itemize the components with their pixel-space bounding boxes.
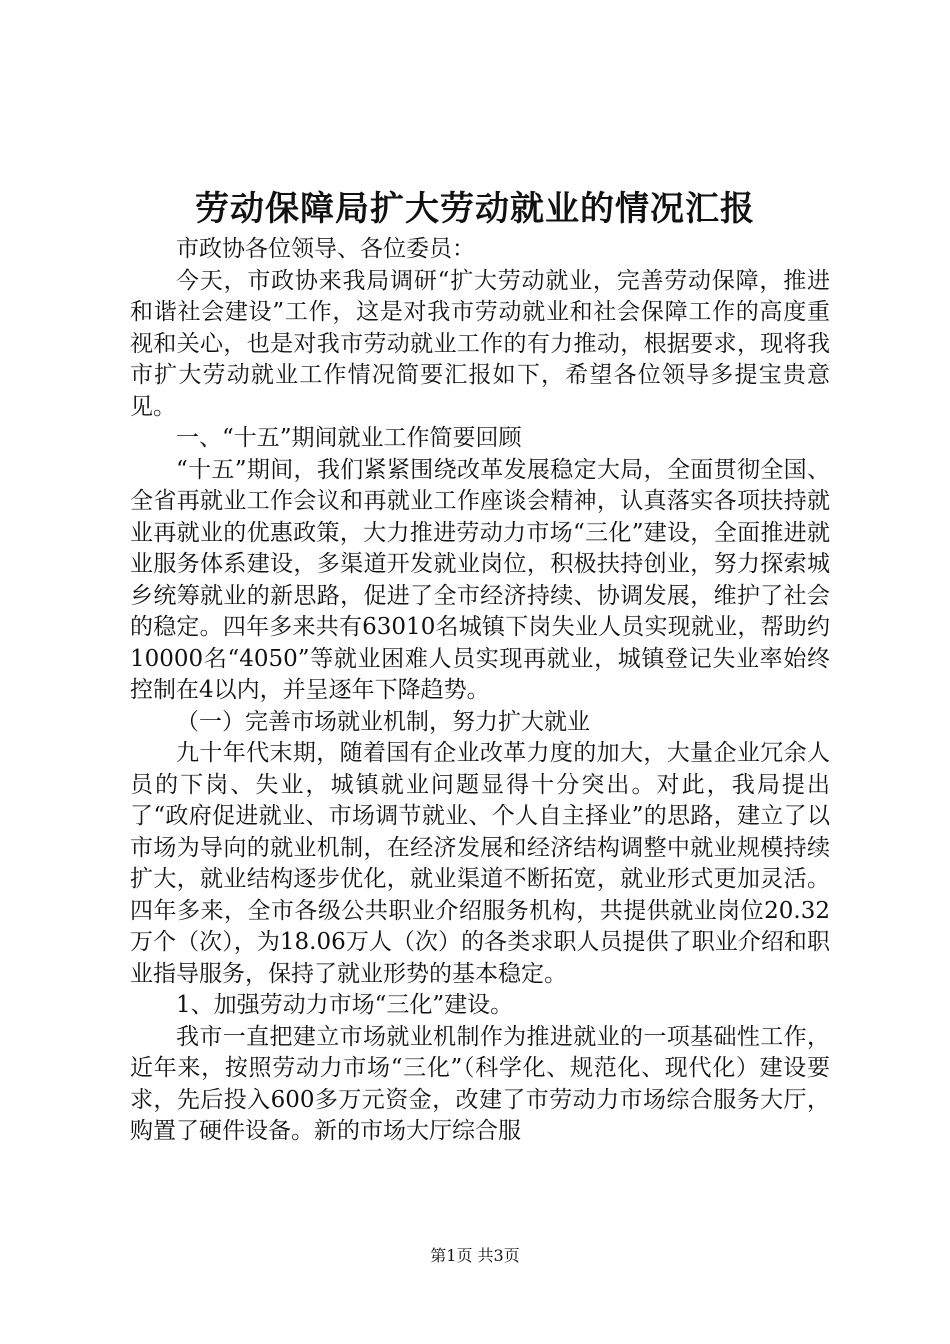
body-paragraph: 九十年代末期，随着国有企业改革力度的加大，大量企业冗余人员的下岗、失业，城镇就业问题显得十分突出。对此，我局提出了“政府促进就业、市场调节就业、个人自主择业”的思路，建立了以市场为导向的就业机制，在经济发展和经济结构调整中就业规模持续扩大，就业结构逐步优化，就业渠道不断拓宽，就业形式更加灵活。四年多来，全市各级公共职业介绍服务机构，共提供就业岗位20.32万个（次），为18.06万人（次）的各类求职人员提供了职业介绍和职业指导服务，保持了就业形势的基本稳定。 [130, 740, 830, 987]
salutation-paragraph: 市政协各位领导、各位委员： [176, 236, 475, 262]
body-paragraph: 我市一直把建立市场就业机制作为推进就业的一项基础性工作，近年来，按照劳动力市场“三化”（科学化、规范化、现代化）建设要求，先后投入600多万元资金，改建了市劳动力市场综合服务大厅，购置了硬件设备。新的市场大厅综合服 [130, 1023, 830, 1144]
subsection-heading-1: （一）完善市场就业机制，努力扩大就业 [176, 708, 590, 735]
document-body [130, 234, 830, 1148]
page-footer: 第1页 共3页 [430, 1246, 520, 1265]
body-paragraph: “十五”期间，我们紧紧围绕改革发展稳定大局，全面贯彻全国、全省再就业工作会议和再就业工作座谈会精神，认真落实各项扶持就业再就业的优惠政策，大力推进劳动力市场“三化”建设，全面推进就业服务体系建设，多渠道开发就业岗位，积极扶持创业，努力探索城乡统筹就业的新思路，促进了全市经济持续、协调发展，维护了社会的稳定。四年多来共有63010名城镇下岗失业人员实现就业，帮助约10000名“4050”等就业困难人员实现再就业，城镇登记失业率始终控制在4以内，并呈逐年下降趋势。 [130, 456, 830, 703]
section-heading-1: 一、“十五”期间就业工作简要回顾 [176, 425, 522, 451]
document-title: 劳动保障局扩大劳动就业的情况汇报 [195, 189, 755, 229]
intro-paragraph: 今天，市政协来我局调研“扩大劳动就业，完善劳动保障，推进和谐社会建设”工作，这是对我市劳动就业和社会保障工作的高度重视和关心，也是对我市劳动就业工作的有力推动，根据要求，现将我市扩大劳动就业工作情况简要汇报如下，希望各位领导多提宝贵意见。 [130, 267, 830, 420]
item-heading-1: 1、加强劳动力市场“三化”建设。 [176, 992, 514, 1018]
